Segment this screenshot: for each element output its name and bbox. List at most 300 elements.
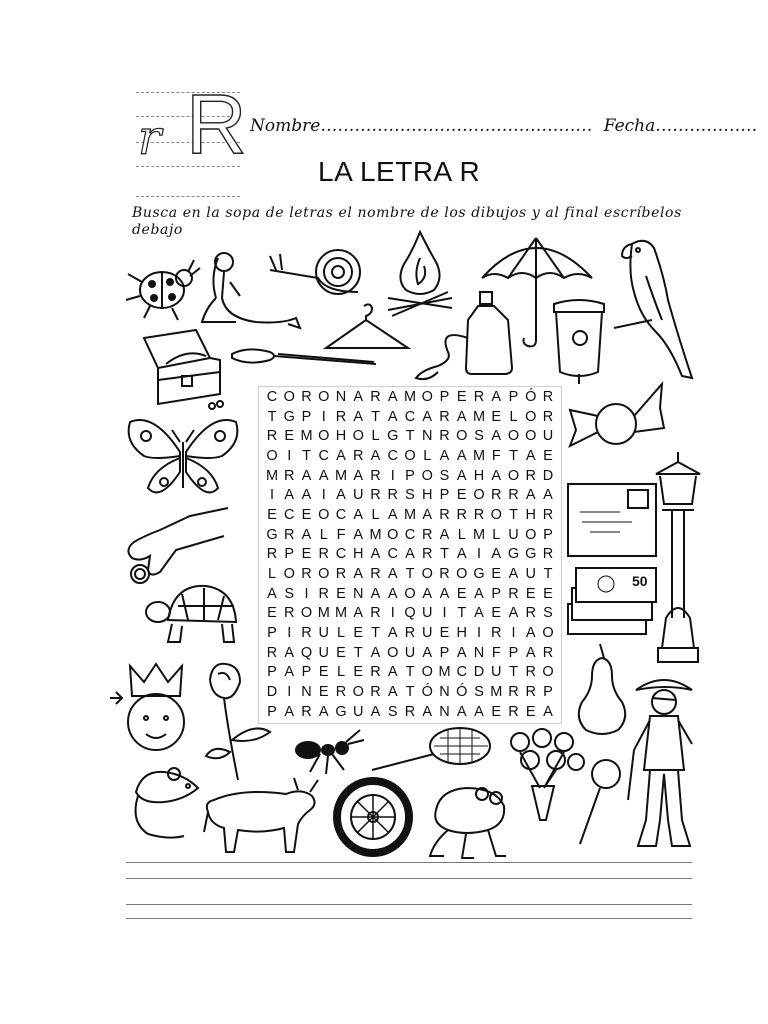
grid-letter[interactable]: G [473,566,485,583]
grid-letter[interactable]: A [387,388,398,405]
grid-letter[interactable]: E [318,684,329,701]
grid-letter[interactable]: U [491,664,502,681]
grid-letter[interactable]: F [336,526,346,543]
grid-letter[interactable]: O [318,566,330,583]
grid-letter[interactable]: R [439,506,450,523]
grid-letter[interactable]: O [542,664,554,681]
grid-letter[interactable]: H [353,546,364,563]
grid-letter[interactable]: R [542,408,554,425]
grid-letter[interactable]: A [439,447,450,464]
grid-letter[interactable]: A [543,487,553,504]
grid-letter[interactable]: A [370,546,381,563]
grid-letter[interactable]: R [525,605,536,622]
grid-letter[interactable]: R [266,546,278,563]
grid-letter[interactable]: M [300,428,313,445]
grid-letter[interactable]: A [491,388,502,405]
grid-letter[interactable]: P [543,684,553,701]
grid-letter[interactable]: O [404,447,416,464]
grid-letter[interactable]: A [439,585,450,602]
grid-letter[interactable]: A [405,546,415,563]
grid-letter[interactable]: O [421,566,433,583]
grid-letter[interactable]: E [456,585,467,602]
grid-letter[interactable]: C [404,526,416,543]
grid-letter[interactable]: A [353,408,364,425]
grid-letter[interactable]: S [405,487,415,504]
grid-letter[interactable]: O [525,408,537,425]
grid-letter[interactable]: R [508,703,519,720]
grid-letter[interactable]: A [353,467,364,484]
grid-letter[interactable]: A [422,703,433,720]
grid-letter[interactable]: U [542,428,554,445]
grid-letter[interactable]: I [287,447,292,464]
grid-letter[interactable]: A [387,684,398,701]
grid-letter[interactable]: G [266,526,278,543]
grid-letter[interactable]: A [353,526,364,543]
grid-letter[interactable]: R [404,703,416,720]
grid-letter[interactable]: A [422,585,433,602]
grid-letter[interactable]: Ó [421,684,433,701]
grid-letter[interactable]: A [474,605,484,622]
grid-letter[interactable]: A [370,585,381,602]
grid-letter[interactable]: P [267,625,277,642]
grid-letter[interactable]: C [387,447,398,464]
grid-letter[interactable]: C [404,408,416,425]
grid-letter[interactable]: E [525,585,536,602]
grid-letter[interactable]: P [491,585,502,602]
grid-letter[interactable]: I [390,605,395,622]
grid-letter[interactable]: D [542,467,554,484]
grid-letter[interactable]: R [353,447,364,464]
grid-letter[interactable]: A [525,644,536,661]
grid-letter[interactable]: C [456,664,467,681]
grid-letter[interactable]: R [284,467,295,484]
grid-letter[interactable]: I [511,625,516,642]
grid-letter[interactable]: S [387,703,398,720]
grid-letter[interactable]: N [439,703,450,720]
grid-letter[interactable]: I [390,467,395,484]
grid-letter[interactable]: P [508,644,519,661]
grid-letter[interactable]: A [387,408,398,425]
grid-letter[interactable]: R [491,625,502,642]
grid-letter[interactable]: S [284,585,295,602]
grid-letter[interactable]: A [353,506,364,523]
grid-letter[interactable]: R [301,566,312,583]
grid-letter[interactable]: M [472,447,486,464]
grid-letter[interactable]: P [543,526,553,543]
grid-letter[interactable]: E [456,388,467,405]
grid-letter[interactable]: T [302,447,311,464]
grid-letter[interactable]: L [509,408,518,425]
grid-letter[interactable]: A [422,408,433,425]
grid-letter[interactable]: E [336,644,346,661]
grid-letter[interactable]: I [287,684,292,701]
grid-letter[interactable]: D [473,664,485,681]
page-title: LA LETRA R [318,156,481,187]
writing-line[interactable] [126,918,692,919]
grid-letter[interactable]: U [422,625,433,642]
grid-letter[interactable]: R [473,388,485,405]
grid-letter[interactable]: A [422,644,433,661]
grid-letter[interactable]: H [422,487,433,504]
grid-letter[interactable]: N [473,644,485,661]
grid-letter[interactable]: M [472,526,486,543]
grid-letter[interactable]: R [542,388,554,405]
grid-letter[interactable]: O [352,428,364,445]
grid-letter[interactable]: O [352,684,364,701]
grid-letter[interactable]: L [371,428,380,445]
grid-letter[interactable]: U [318,625,329,642]
grid-letter[interactable]: D [266,684,278,701]
grid-letter[interactable]: P [439,487,450,504]
grid-letter[interactable]: L [336,664,346,681]
grid-letter[interactable]: R [439,408,450,425]
grid-letter[interactable]: L [336,625,346,642]
grid-letter[interactable]: O [507,467,520,484]
grid-letter[interactable]: A [525,625,536,642]
grid-letter[interactable]: R [266,644,278,661]
grid-letter[interactable]: P [508,388,519,405]
grid-letter[interactable]: L [492,526,501,543]
grid-letter[interactable]: O [266,447,278,464]
grid-letter[interactable]: I [304,585,309,602]
grid-letter[interactable]: A [284,644,295,661]
grid-letter[interactable]: E [491,566,502,583]
grid-letter[interactable]: O [507,428,520,445]
grid-letter[interactable]: E [543,447,553,464]
grid-letter[interactable]: R [525,664,536,681]
grid-letter[interactable]: R [370,388,381,405]
grid-letter[interactable]: P [301,664,312,681]
grid-letter[interactable]: O [318,388,330,405]
grid-letter[interactable]: P [439,388,450,405]
word-search-grid[interactable] [258,386,562,724]
grid-letter[interactable]: O [283,388,295,405]
grid-letter[interactable]: S [439,467,450,484]
grid-letter[interactable]: F [491,644,501,661]
grid-letter[interactable]: O [387,526,399,543]
grid-letter[interactable]: U [422,605,433,622]
grid-letter[interactable]: A [387,625,398,642]
grid-letter[interactable]: A [491,546,502,563]
grid-letter[interactable]: T [353,644,363,661]
grid-letter[interactable]: A [456,546,467,563]
grid-letter[interactable]: O [300,605,313,622]
grid-letter[interactable]: C [335,506,347,523]
grid-letter[interactable]: N [353,585,364,602]
grid-letter[interactable]: G [507,546,520,563]
grid-letter[interactable]: A [491,467,502,484]
grid-letter[interactable]: P [284,546,295,563]
grid-letter[interactable]: R [370,467,381,484]
grid-letter[interactable]: U [318,644,329,661]
grid-letter[interactable]: A [387,566,398,583]
grid-letter[interactable]: A [284,487,295,504]
grid-letter[interactable]: E [301,546,312,563]
grid-letter[interactable]: G [335,703,347,720]
grid-letter[interactable]: A [508,605,519,622]
grid-letter[interactable]: R [301,703,312,720]
grid-letter[interactable]: R [422,546,433,563]
grid-letter[interactable]: N [335,388,347,405]
grid-letter[interactable]: M [472,408,486,425]
grid-letter[interactable]: L [371,506,380,523]
grid-letter[interactable]: S [474,428,484,445]
grid-letter[interactable]: N [422,428,433,445]
grid-letter[interactable]: C [318,447,329,464]
grid-letter[interactable]: M [369,526,382,543]
grid-letter[interactable]: T [371,408,380,425]
grid-letter[interactable]: T [405,684,415,701]
grid-letter[interactable]: C [266,388,278,405]
grid-letter[interactable]: S [474,684,484,701]
grid-letter[interactable]: O [473,487,485,504]
grid-letter[interactable]: E [353,625,364,642]
grid-letter[interactable]: E [318,664,329,681]
grid-letter[interactable]: Q [404,605,416,622]
grid-letter[interactable]: T [509,506,518,523]
grid-letter[interactable]: C [284,506,295,523]
grid-letter[interactable]: A [456,447,467,464]
grid-letter[interactable]: A [353,605,364,622]
grid-letter[interactable]: E [267,506,277,523]
grid-letter[interactable]: A [491,428,502,445]
grid-letter[interactable]: O [421,388,433,405]
grid-letter[interactable]: P [439,644,450,661]
grid-letter[interactable]: R [370,664,381,681]
grid-letter[interactable]: R [542,644,554,661]
grid-letter[interactable]: A [353,388,364,405]
grid-letter[interactable]: R [335,566,347,583]
grid-letter[interactable]: R [318,585,329,602]
grid-letter[interactable]: E [353,664,364,681]
grid-letter[interactable]: A [474,703,484,720]
grid-letter[interactable]: A [456,467,467,484]
grid-letter[interactable]: R [284,605,295,622]
grid-letter[interactable]: R [404,625,416,642]
writing-line[interactable] [126,904,692,905]
writing-line[interactable] [126,862,692,863]
grid-letter[interactable]: A [508,566,519,583]
grid-letter[interactable]: R [318,546,329,563]
grid-letter[interactable]: R [370,487,381,504]
grid-letter[interactable]: R [335,408,347,425]
grid-letter[interactable]: R [473,506,485,523]
grid-letter[interactable]: O [421,664,433,681]
grid-letter[interactable]: A [318,467,329,484]
grid-letter[interactable]: E [491,703,502,720]
grid-letter[interactable]: Ó [456,684,468,701]
grid-letter[interactable]: G [387,428,399,445]
grid-letter[interactable]: U [353,487,364,504]
grid-letter[interactable]: A [456,408,467,425]
grid-letter[interactable]: O [404,585,416,602]
grid-letter[interactable]: E [336,585,346,602]
grid-letter[interactable]: A [370,447,381,464]
grid-letter[interactable]: C [335,546,347,563]
grid-letter[interactable]: O [456,566,468,583]
grid-letter[interactable]: R [491,487,502,504]
grid-letter[interactable]: E [543,585,553,602]
grid-letter[interactable]: R [525,467,536,484]
grid-letter[interactable]: P [405,467,415,484]
grid-letter[interactable]: A [439,526,450,543]
grid-letter[interactable]: H [525,506,536,523]
grid-letter[interactable]: E [301,506,312,523]
grid-letter[interactable]: E [491,605,502,622]
grid-letter[interactable]: N [439,684,450,701]
date-field[interactable]: ……………… [655,116,758,136]
grid-letter[interactable]: E [491,408,502,425]
grid-letter[interactable]: T [371,625,380,642]
grid-letter[interactable]: A [370,703,381,720]
grid-letter[interactable]: P [267,703,277,720]
grid-letter[interactable]: I [476,546,482,563]
name-field[interactable]: ………………………………………… [320,116,593,136]
grid-letter[interactable]: Q [300,644,313,661]
grid-letter[interactable]: R [508,585,519,602]
grid-letter[interactable]: R [525,684,536,701]
grid-letter[interactable]: I [269,487,275,504]
grid-letter[interactable]: O [283,566,295,583]
grid-letter[interactable]: T [509,447,518,464]
grid-letter[interactable]: U [508,526,519,543]
grid-letter[interactable]: A [474,585,484,602]
grid-letter[interactable]: E [456,487,467,504]
grid-letter[interactable]: A [387,506,398,523]
grid-letter[interactable]: R [370,566,381,583]
grid-letter[interactable]: F [491,447,501,464]
grid-letter[interactable]: R [422,526,433,543]
grid-letter[interactable]: S [543,605,553,622]
grid-letter[interactable]: A [336,487,346,504]
grid-letter[interactable]: A [422,506,433,523]
grid-letter[interactable]: R [542,506,554,523]
writing-line[interactable] [126,878,692,879]
grid-letter[interactable]: H [335,428,347,445]
grid-letter[interactable]: A [284,703,295,720]
grid-letter[interactable]: R [301,625,312,642]
grid-letter[interactable]: H [456,625,467,642]
grid-letter[interactable]: E [439,625,450,642]
grid-letter[interactable]: T [440,546,449,563]
grid-letter[interactable]: I [442,605,447,622]
grid-letter[interactable]: M [334,605,348,622]
grid-letter[interactable]: I [321,408,326,425]
grid-letter[interactable]: M [265,467,279,484]
grid-letter[interactable]: M [334,467,348,484]
grid-letter[interactable]: A [387,585,398,602]
grid-letter[interactable]: R [370,605,381,622]
grid-letter[interactable]: P [301,408,312,425]
grid-letter[interactable]: A [456,703,467,720]
grid-letter[interactable]: M [438,664,451,681]
grid-letter[interactable]: R [542,546,554,563]
grid-letter[interactable]: O [525,526,537,543]
grid-letter[interactable]: O [318,506,330,523]
grid-letter[interactable]: I [476,625,482,642]
grid-letter[interactable]: T [405,566,415,583]
grid-letter[interactable]: O [387,644,399,661]
grid-letter[interactable]: A [456,644,467,661]
grid-letter[interactable]: H [473,467,485,484]
grid-letter[interactable]: Ó [525,388,537,405]
grid-letter[interactable]: R [508,487,519,504]
grid-letter[interactable]: R [508,684,519,701]
grid-letter[interactable]: I [321,487,326,504]
grid-letter[interactable]: T [405,664,415,681]
grid-letter[interactable]: T [267,408,277,425]
grid-letter[interactable]: A [387,664,398,681]
grid-letter[interactable]: A [301,487,312,504]
grid-letter[interactable]: R [370,684,381,701]
grid-letter[interactable]: O [542,625,554,642]
grid-letter[interactable]: A [370,644,381,661]
guide-line [136,196,240,197]
grid-letter[interactable]: L [267,566,277,583]
grid-letter[interactable]: O [421,467,433,484]
grid-letter[interactable]: M [403,506,417,523]
grid-letter[interactable]: N [301,684,312,701]
grid-letter[interactable]: R [456,506,467,523]
grid-letter[interactable]: L [457,526,466,543]
grid-letter[interactable]: C [387,546,398,563]
grid-letter[interactable]: A [301,467,312,484]
grid-letter[interactable]: A [301,526,312,543]
grid-letter[interactable]: U [353,703,364,720]
grid-letter[interactable]: T [457,605,467,622]
grid-letter[interactable]: G [283,408,295,425]
grid-letter[interactable]: O [490,506,502,523]
grid-letter[interactable]: A [318,703,329,720]
grid-letter[interactable]: M [490,684,503,701]
grid-letter[interactable]: R [439,566,450,583]
grid-letter[interactable]: A [336,447,346,464]
grid-letter[interactable]: A [284,664,295,681]
grid-letter[interactable]: R [284,526,295,543]
grid-letter[interactable]: M [317,605,330,622]
grid-letter[interactable]: A [543,703,553,720]
grid-letter[interactable]: U [525,566,536,583]
grid-letter[interactable]: P [267,664,277,681]
grid-letter[interactable]: G [525,546,537,563]
grid-letter[interactable]: A [525,487,536,504]
grid-letter[interactable]: R [439,428,450,445]
grid-letter[interactable]: E [267,605,277,622]
grid-letter[interactable]: I [287,625,292,642]
grid-letter[interactable]: M [403,388,417,405]
grid-letter[interactable]: A [353,566,364,583]
grid-letter[interactable]: O [318,428,330,445]
grid-letter[interactable]: R [266,428,278,445]
grid-letter[interactable]: E [525,703,536,720]
grid-letter[interactable]: A [525,447,536,464]
grid-row [259,702,561,722]
grid-letter[interactable]: O [525,428,537,445]
grid-letter[interactable]: U [404,644,416,661]
grid-letter[interactable]: R [335,684,347,701]
grid-letter[interactable]: L [423,447,432,464]
grid-letter[interactable]: E [284,428,295,445]
grid-letter[interactable]: T [509,664,518,681]
grid-letter[interactable]: R [301,388,312,405]
grid-letter[interactable]: L [319,526,328,543]
grid-letter[interactable]: A [267,585,277,602]
grid-letter[interactable]: O [456,428,468,445]
grid-letter[interactable]: T [543,566,553,583]
grid-letter[interactable]: T [405,428,415,445]
grid-letter[interactable]: R [387,487,398,504]
grid-row [259,643,561,663]
